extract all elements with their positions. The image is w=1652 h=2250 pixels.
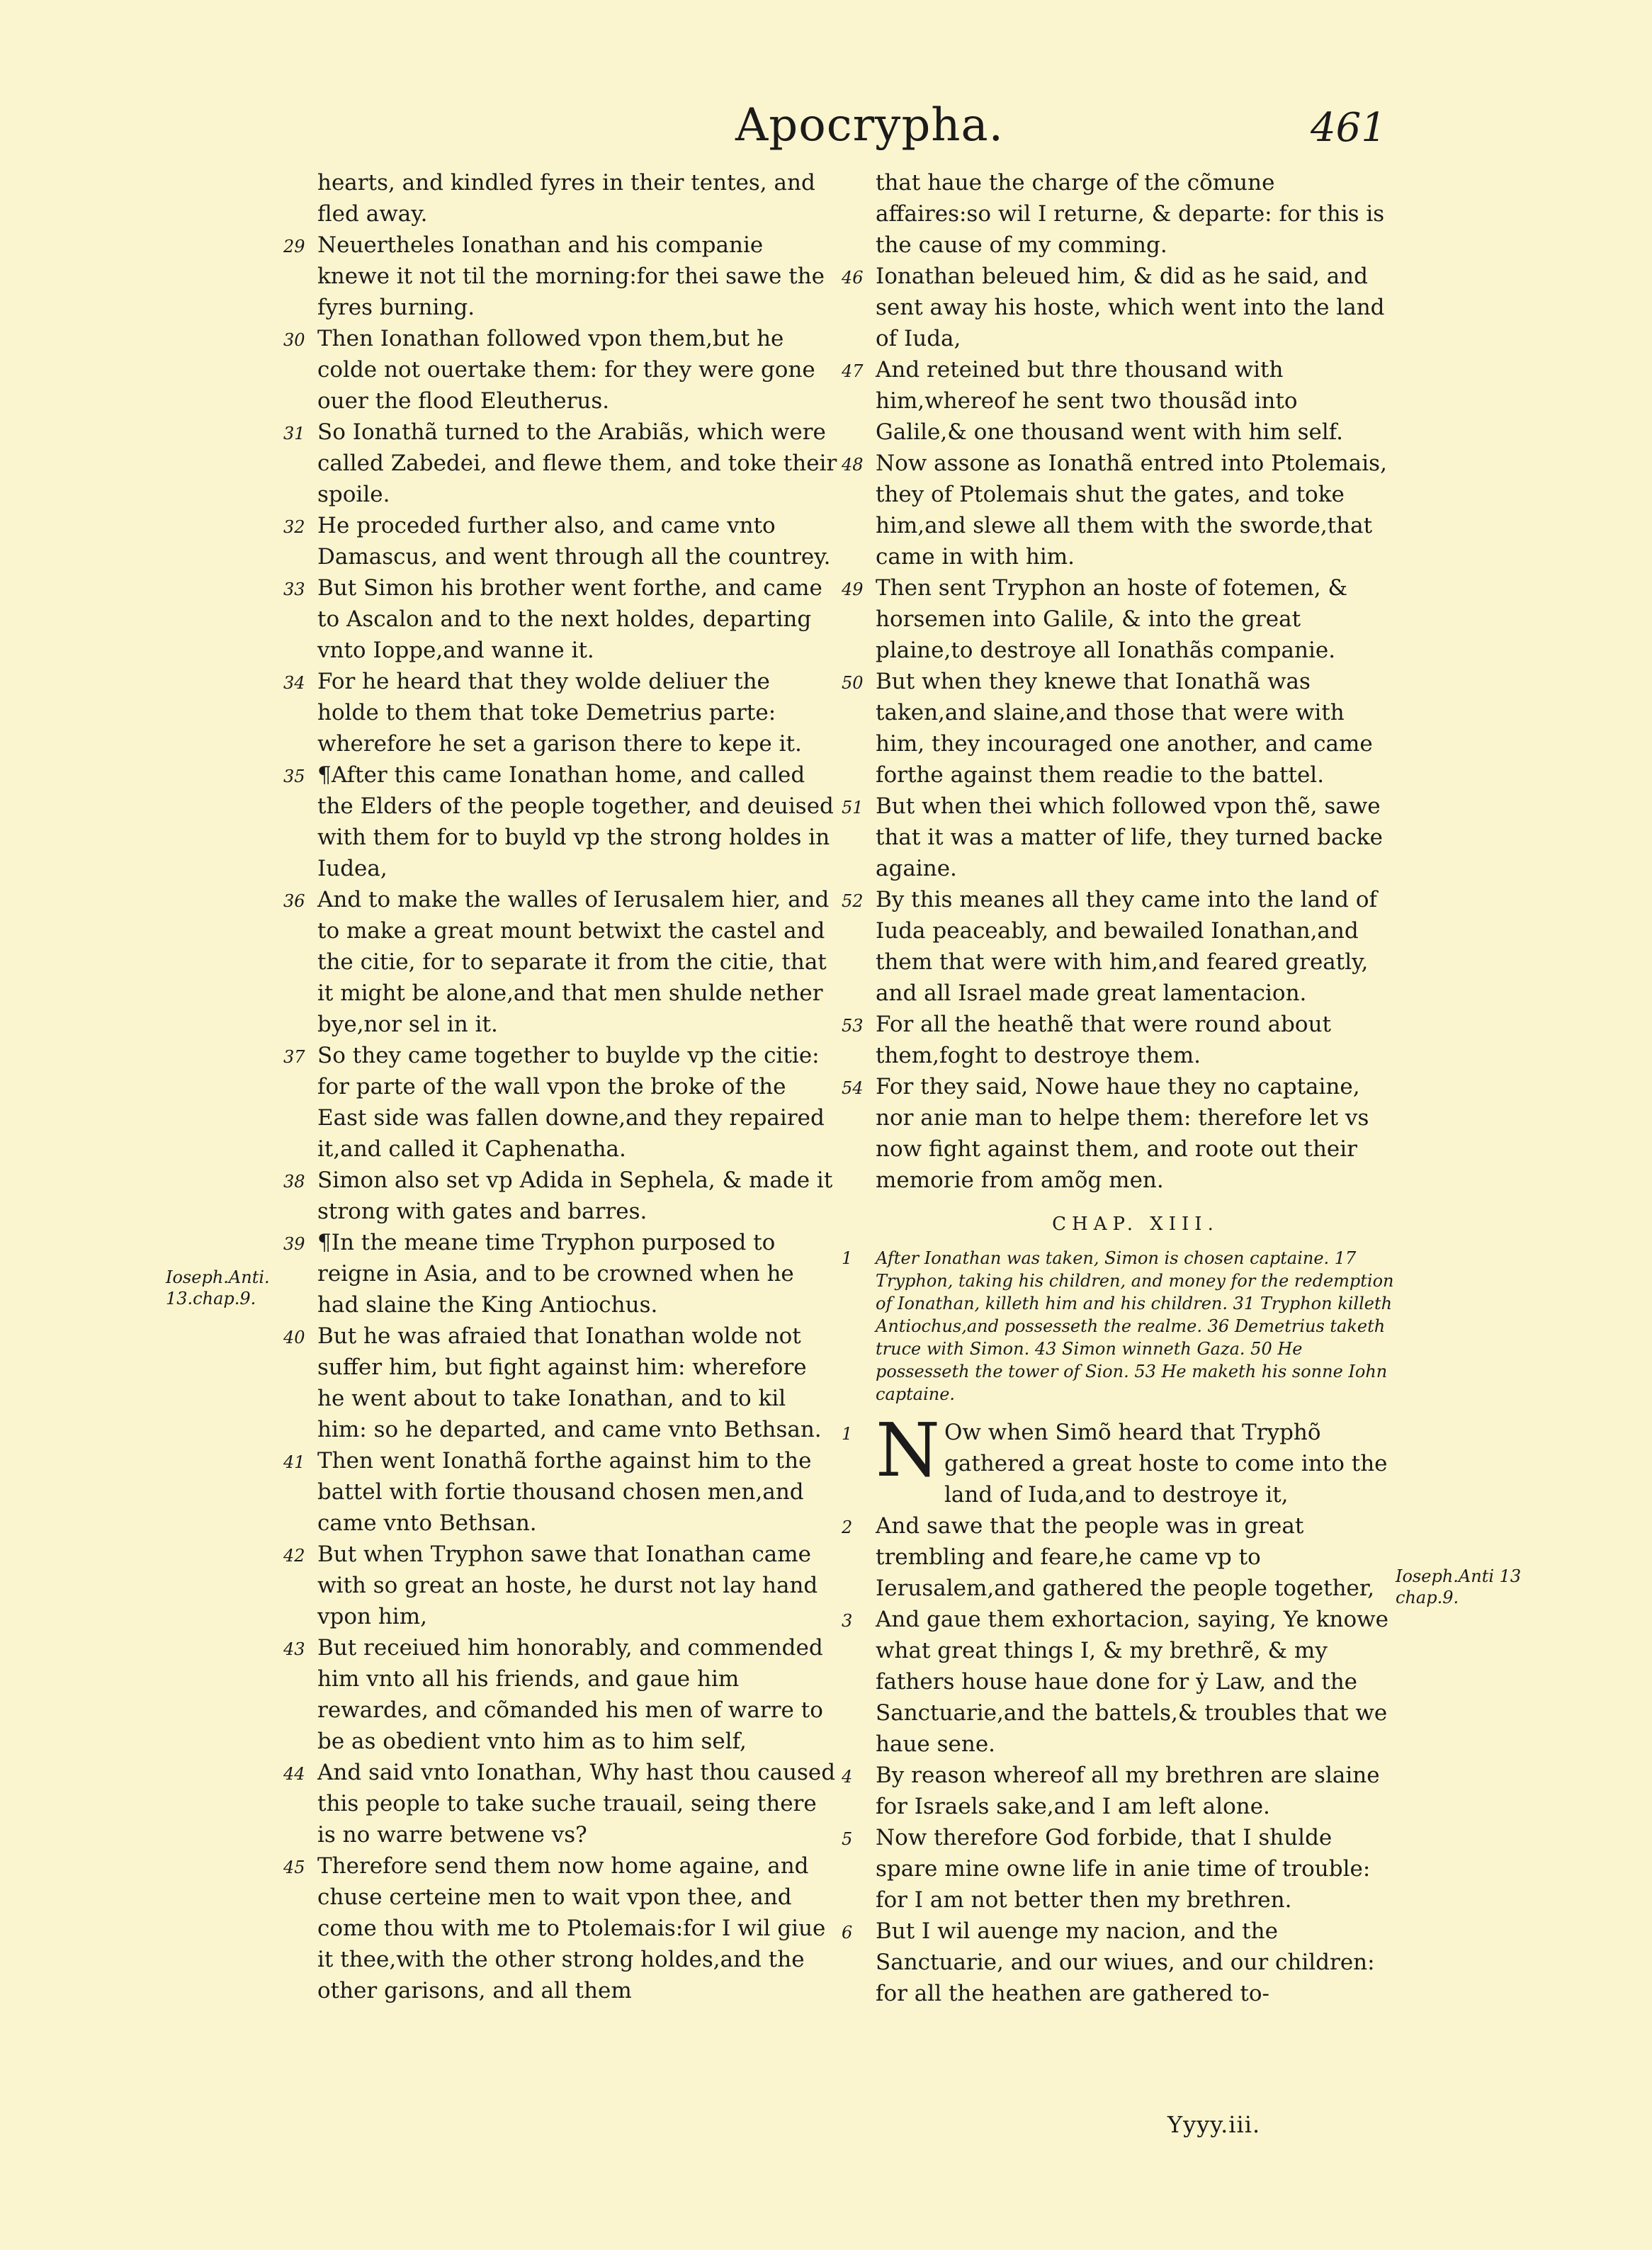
verse <box>278 666 837 759</box>
verse-text: And said vnto Ionathan, Why hast thou caused this people to take suche trauail, seing there is no warre betwene vs? <box>317 1760 836 1848</box>
page-number: 461 <box>1311 105 1386 151</box>
verse-text: Then Ionathan followed vpon them,but he colde not ouertake them: for they were gone ouer the flood Eleutherus. <box>317 326 815 414</box>
verse-number: 38 <box>283 1172 305 1192</box>
verse-number: 6 <box>842 1923 853 1943</box>
verse <box>836 884 1396 1009</box>
margin-note-left: Ioseph.Anti. 13.chap.9. <box>166 1267 270 1308</box>
verse <box>278 1321 837 1445</box>
verse-text: Ionathan beleued him, & did as he said, and sent away his hoste, which went into the land of Iuda, <box>876 264 1385 351</box>
verse-number: 42 <box>283 1546 305 1566</box>
verse-text: For all the heathẽ that were round about them,foght to destroye them. <box>876 1012 1331 1068</box>
verse-text: But he was afraied that Ionathan wolde not suffer him, but fight against him: wherefore he went about to take Ionathan, and to kil him: so he departed, and came vnto Bethsan. <box>317 1323 822 1442</box>
verse-number: 51 <box>842 798 864 818</box>
verse-number: 50 <box>842 673 864 693</box>
verse-text: Now assone as Ionathã entred into Ptolemais, they of Ptolemais shut the gates, and toke him,and slewe all them with the sworde,that came in with him. <box>876 451 1387 570</box>
verse-text: And reteined but thre thousand with him,whereof he sent two thousãd into Galile,& one thousand went with him self. <box>876 357 1343 445</box>
verse-text: But when thei which followed vpon thẽ, sawe that it was a matter of life, they turned backe againe. <box>876 793 1383 881</box>
verse-number: 5 <box>842 1829 853 1849</box>
verse-number: 29 <box>283 237 305 256</box>
verse-number: 34 <box>283 673 305 693</box>
verse-number: 49 <box>842 580 864 599</box>
verse <box>278 1445 837 1539</box>
summary-number: 1 <box>842 1248 853 1268</box>
verse <box>278 1040 837 1165</box>
verse <box>278 1632 837 1757</box>
verse-text: Then went Ionathã forthe against him to the battel with fortie thousand chosen men,and came vnto Bethsan. <box>317 1448 812 1536</box>
verse-text: Then sent Tryphon an hoste of fotemen, & horsemen into Galile, & into the great plaine,to destroye all Ionathãs companie. <box>876 575 1348 663</box>
chapter-heading: CHAP. XIII. <box>1052 1214 1219 1235</box>
verse-text: For they said, Nowe haue they no captaine, nor anie man to helpe them: therefore let vs now fight against them, and roote out their memorie from amõg men. <box>876 1074 1369 1193</box>
verse <box>836 791 1396 884</box>
verse-number: 45 <box>283 1858 305 1877</box>
verse-number: 44 <box>283 1764 305 1784</box>
continued-text: that haue the charge of the cõmune affaires:so wil I returne, & departe: for this is the cause of my comming. <box>876 170 1385 258</box>
verse <box>278 1757 837 1850</box>
verse-text: But when Tryphon sawe that Ionathan came with so great an hoste, he durst not lay hand vpon him, <box>317 1542 818 1629</box>
verse <box>836 261 1396 354</box>
verse <box>836 1604 1396 1760</box>
verse-number: 47 <box>842 361 864 381</box>
drop-cap: N <box>876 1407 940 1493</box>
verse <box>278 1227 837 1321</box>
verse <box>836 1407 1396 1510</box>
verse-number: 1 <box>842 1424 853 1444</box>
continued-text: hearts, and kindled fyres in their tentes, and fled away. <box>317 170 815 227</box>
verse-text: But I wil auenge my nacion, and the Sanctuarie, and our wiues, and our children: for all the heathen are gathered to- <box>876 1918 1375 2006</box>
verse <box>836 1009 1396 1071</box>
verse-number: 53 <box>842 1016 864 1036</box>
verse-text: Now therefore God forbide, that I shulde spare mine owne life in anie time of trouble: for I am not better then my brethren. <box>876 1825 1371 1913</box>
verse <box>836 354 1396 448</box>
verse-text: But when they knewe that Ionathã was taken,and slaine,and those that were with him, they incouraged one another, and came forthe against them readie to the battel. <box>876 669 1373 788</box>
verse-number: 31 <box>283 424 305 443</box>
verse-text: For he heard that they wolde deliuer the holde to them that toke Demetrius parte: wherefore he set a garison there to kepe it. <box>317 669 802 757</box>
verse-number: 35 <box>283 767 305 786</box>
verse-text: So they came together to buylde vp the citie: for parte of the wall vpon the broke of the East side was fallen downe,and they repaired it,and called it Caphenatha. <box>317 1043 825 1162</box>
left-column <box>278 167 837 2006</box>
signature-mark: Yyyy.iii. <box>1167 2111 1261 2138</box>
verse-number: 40 <box>283 1328 305 1347</box>
verse <box>836 666 1396 791</box>
verse-number: 41 <box>283 1452 305 1472</box>
verse <box>836 1916 1396 2009</box>
verse <box>836 1760 1396 1822</box>
verse-number: 54 <box>842 1078 864 1098</box>
verse-text: ¶After this came Ionathan home, and called the Elders of the people together, and deuised with them for to buyld vp the strong holdes in Iudea, <box>317 762 834 881</box>
verse <box>836 1071 1396 1196</box>
verse <box>836 1510 1396 1604</box>
right-column <box>836 167 1396 2009</box>
verse-text: By reason whereof all my brethren are slaine for Israels sake,and I am left alone. <box>876 1763 1380 1819</box>
verse-number: 52 <box>842 891 864 911</box>
verse <box>278 510 837 572</box>
verse-text: Simon also set vp Adida in Sephela, & made it strong with gates and barres. <box>317 1168 833 1224</box>
verse <box>278 417 837 510</box>
verse <box>278 230 837 323</box>
verse <box>278 759 837 884</box>
chapter-summary <box>836 1247 1396 1406</box>
verse-text: ¶In the meane time Tryphon purposed to reigne in Asia, and to be crowned when he had slaine the King Antiochus. <box>317 1230 794 1318</box>
verse-text: And to make the walles of Ierusalem hier, and to make a great mount betwixt the castel and the citie, for to separate it from the citie, that it might be alone,and that men shulde nether bye,nor sel in it. <box>317 887 830 1037</box>
running-head-title: Apocrypha. <box>735 99 1004 152</box>
verse <box>836 448 1396 572</box>
verse-number: 2 <box>842 1517 853 1537</box>
verse-text: Ow when Simõ heard that Tryphõ gathered a great hoste to come into the land of Iuda,and to destroye it, <box>944 1420 1388 1508</box>
verse-number: 32 <box>283 517 305 537</box>
verse-text: Therefore send them now home againe, and chuse certeine men to wait vpon thee, and come thou with me to Ptolemais:for I wil giue it thee,with the other strong holdes,and the other garisons, and all them <box>317 1853 826 2003</box>
verse-number: 30 <box>283 330 305 350</box>
verse <box>278 1850 837 2006</box>
verse-text: And sawe that the people was in great trembling and feare,he came vp to Ierusalem,and gathered the people together, <box>876 1513 1375 1601</box>
verse-text: But Simon his brother went forthe, and came to Ascalon and to the next holdes, departing vnto Ioppe,and wanne it. <box>317 575 822 663</box>
verse-text: So Ionathã turned to the Arabiãs, which were called Zabedei, and flewe them, and toke their spoile. <box>317 419 837 507</box>
verse-text: And gaue them exhortacion, saying, Ye knowe what great things I, & my brethrẽ, & my fathers house haue done for ẏ Law, and the Sanctuarie,and the battels,& troubles that we haue sene. <box>876 1607 1388 1757</box>
verse <box>836 1822 1396 1916</box>
verse-number: 39 <box>283 1234 305 1254</box>
verse-text: Neuertheles Ionathan and his companie knewe it not til the morning:for thei sawe the fyres burning. <box>317 232 825 320</box>
verse-number: 4 <box>842 1767 853 1787</box>
verse <box>278 572 837 666</box>
verse-text: But receiued him honorably, and commended him vnto all his friends, and gaue him rewardes, and cõmanded his men of warre to be as obedient vnto him as to him self, <box>317 1635 823 1754</box>
verse-number: 43 <box>283 1639 305 1659</box>
summary-text: After Ionathan was taken, Simon is chosen captaine. 17 Tryphon, taking his children, and money for the redemption of Ionathan, killeth him and his children. 31 Tryphon killeth Antiochus,and possesseth the realme. 36 Demetrius taketh truce with Simon. 43 Simon winneth Gaza. 50 He possesseth the tower of Sion. 53 He maketh his sonne Iohn captaine. <box>876 1248 1394 1404</box>
margin-note-right: Ioseph.Anti 13 chap.9. <box>1396 1566 1522 1607</box>
verse-number: 48 <box>842 455 864 475</box>
verse-number: 33 <box>283 580 305 599</box>
verse-number: 36 <box>283 891 305 911</box>
verse-number: 37 <box>283 1047 305 1067</box>
verse <box>278 1539 837 1632</box>
verse-number: 46 <box>842 268 864 288</box>
verse-text: He proceded further also, and came vnto Damascus, and went through all the countrey. <box>317 513 831 570</box>
verse-text: By this meanes all they came into the land of Iuda peaceably, and bewailed Ionathan,and them that were with him,and feared greatly, and all Israel made great lamentacion. <box>876 887 1377 1006</box>
verse-number: 3 <box>842 1611 853 1631</box>
verse <box>278 1165 837 1227</box>
verse <box>278 884 837 1040</box>
verse <box>278 323 837 417</box>
verse <box>836 572 1396 666</box>
